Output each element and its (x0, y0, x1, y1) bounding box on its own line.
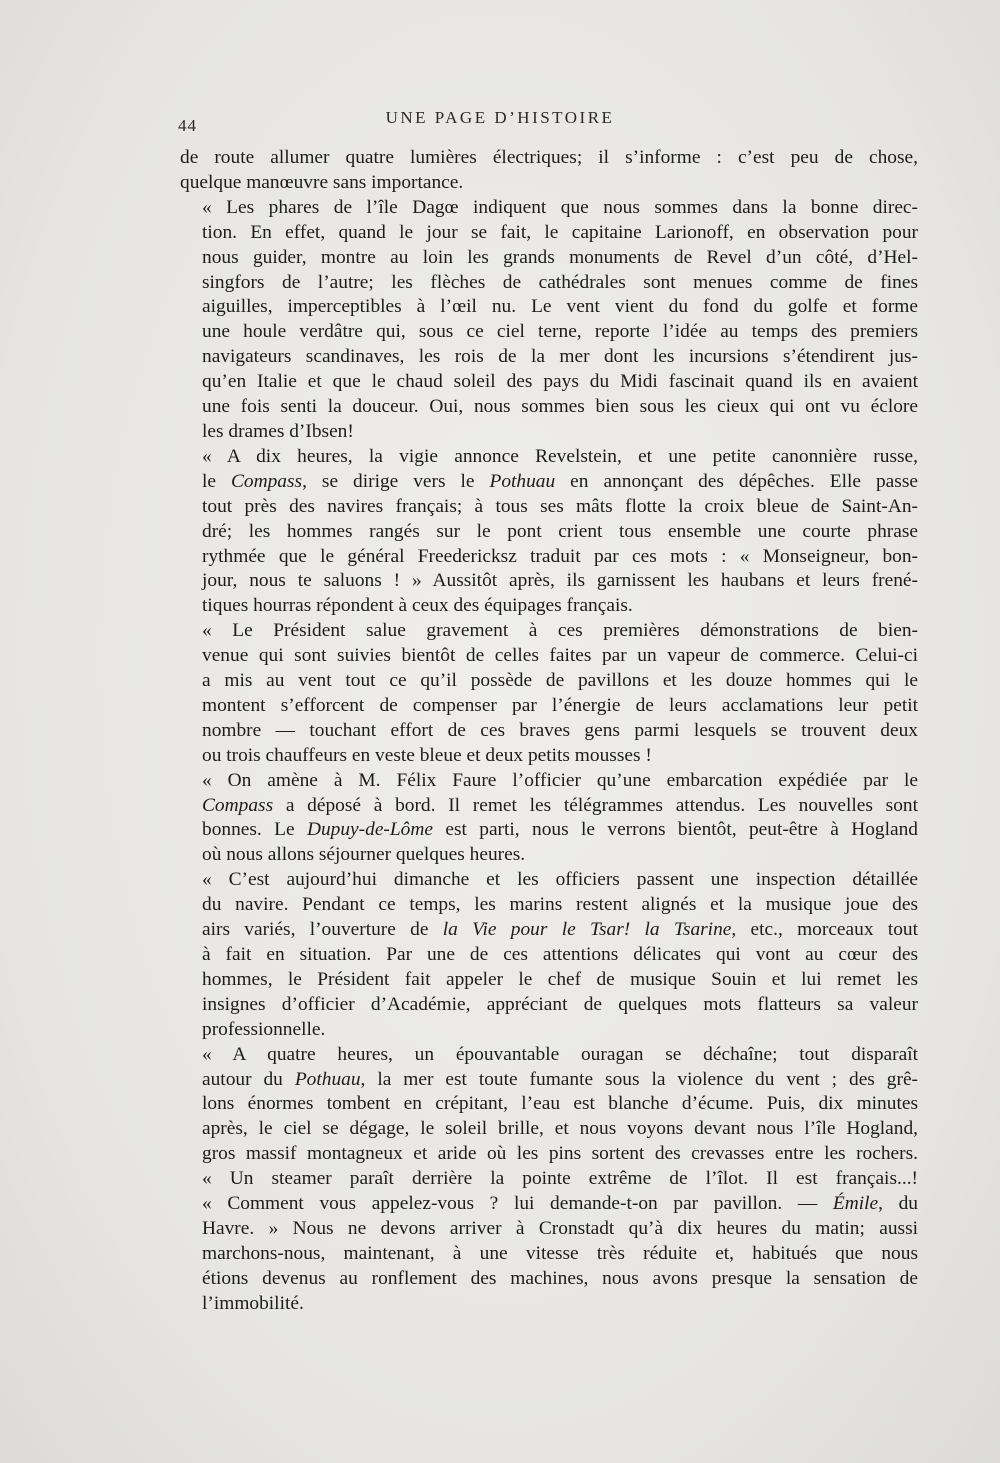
text-line: nous guider, montre au loin les grands monuments de Revel d’un côté, d’Hel- (202, 246, 918, 268)
text-line: gros massif montagneux et aride où les pins sortent des crevasses entre les rochers. (202, 1143, 918, 1165)
text-line: « A quatre heures, un épouvantable ouragan se déchaîne; tout disparaît (202, 1043, 918, 1065)
body-text (180, 146, 918, 1317)
text-line: du navire. Pendant ce temps, les marins restent alignés et la musique joue des (202, 894, 918, 916)
text-line: une fois senti la douceur. Oui, nous sommes bien sous les cieux qui ont vu éclore (202, 396, 918, 418)
text-line: une houle verdâtre qui, sous ce ciel terne, reporte l’idée au temps des premiers (202, 321, 918, 343)
text-line: tion. En effet, quand le jour se fait, le capitaine Larionoff, en observation pour (202, 221, 918, 243)
text-line: navigateurs scandinaves, les rois de la mer dont les incursions s’étendirent jus- (202, 346, 918, 368)
running-title: UNE PAGE D’HISTOIRE (385, 108, 615, 127)
paragraph-5 (180, 769, 918, 869)
text-line: Compass a déposé à bord. Il remet les télégrammes attendus. Les nouvelles sont (202, 794, 918, 816)
text-line: qu’en Italie et que le chaud soleil des pays du Midi fascinait quand ils en avaient (202, 371, 918, 393)
text-line: montent s’efforcent de compenser par l’énergie de leurs acclamations leur petit (202, 694, 918, 716)
running-head (0, 104, 1000, 138)
paragraph-4 (180, 619, 918, 768)
text-line: le Compass, se dirige vers le Pothuau en annonçant des dépêches. Elle passe (202, 470, 918, 492)
text-line: « Un steamer paraît derrière la pointe extrême de l’îlot. Il est français...! (202, 1168, 918, 1190)
text-line: de route allumer quatre lumières électriques; il s’informe : c’est peu de chose, (180, 147, 918, 168)
text-line: étions devenus au ronflement des machines, nous avons presque la sensation de (202, 1267, 918, 1289)
text-line: insignes d’officier d’Académie, appréciant de quelques mots flatteurs sa valeur (202, 993, 918, 1015)
text-line: « Comment vous appelez-vous ? lui demande-t-on par pavillon. — Émile, du (202, 1193, 918, 1215)
text-line: « A dix heures, la vigie annonce Revelstein, et une petite canonnière russe, (202, 445, 918, 467)
text-line: professionnelle. (202, 1018, 326, 1040)
paragraph-3 (180, 445, 918, 619)
text-line: aiguilles, imperceptibles à l’œil nu. Le vent vient du fond du golfe et forme (202, 296, 918, 318)
text-line: hommes, le Président fait appeler le chef de musique Souin et lui remet les (202, 968, 918, 990)
text-line: quelque manœuvre sans importance. (180, 171, 464, 193)
page-number: 44 (178, 116, 197, 135)
paragraph-2 (180, 196, 918, 445)
text-line: lons énormes tombent en crépitant, l’eau est blanche d’écume. Puis, dix minutes (202, 1093, 918, 1115)
text-line: dré; les hommes rangés sur le pont crient tous ensemble une courte phrase (202, 520, 918, 542)
paragraph-7 (180, 1043, 918, 1168)
text-line: nombre — touchant effort de ces braves gens parmi lesquels se trouvent deux (202, 719, 918, 741)
text-line: ou trois chauffeurs en veste bleue et deux petits mousses ! (202, 744, 652, 766)
text-line: singfors de l’autre; les flèches de cathédrales sont menues comme de fines (202, 271, 918, 293)
text-line: l’immobilité. (202, 1292, 304, 1314)
text-line: bonnes. Le Dupuy-de-Lôme est parti, nous le verrons bientôt, peut-être à Hogland (202, 819, 918, 841)
text-line: Havre. » Nous ne devons arriver à Cronstadt qu’à dix heures du matin; aussi (202, 1217, 918, 1239)
text-line: « Les phares de l’île Dagœ indiquent que nous sommes dans la bonne direc- (202, 196, 918, 218)
text-line: tiques hourras répondent à ceux des équipages français. (202, 595, 633, 617)
text-line: après, le ciel se dégage, le soleil brille, et nous voyons devant nous l’île Hogland, (202, 1118, 918, 1140)
text-line: a mis au vent tout ce qu’il possède de pavillons et les douze hommes qui le (202, 670, 918, 692)
text-line: « Le Président salue gravement à ces premières démonstrations de bien- (202, 620, 918, 642)
text-line: jour, nous te saluons ! » Aussitôt après, ils garnissent les haubans et leurs frené- (202, 570, 918, 592)
text-line: rythmée que le général Freedericksz traduit par ces mots : « Monseigneur, bon- (202, 545, 918, 567)
paragraph-6 (180, 868, 918, 1042)
paragraph-8 (180, 1167, 918, 1316)
text-line: les drames d’Ibsen! (202, 420, 354, 442)
text-line: autour du Pothuau, la mer est toute fumante sous la violence du vent ; des grê- (202, 1068, 919, 1090)
text-line: « C’est aujourd’hui dimanche et les officiers passent une inspection détaillée (202, 869, 918, 891)
paragraph-1 (180, 146, 918, 196)
text-line: où nous allons séjourner quelques heures. (202, 844, 526, 866)
text-line: marchons-nous, maintenant, à une vitesse très réduite et, habitués que nous (202, 1242, 918, 1264)
text-line: airs variés, l’ouverture de la Vie pour le Tsar! la Tsarine, etc., morceaux tout (202, 919, 918, 941)
text-line: « On amène à M. Félix Faure l’officier qu’une embarcation expédiée par le (202, 769, 918, 791)
text-line: à fait en situation. Par une de ces attentions délicates qui vont au cœur des (202, 944, 918, 965)
text-line: venue qui sont suivies bientôt de celles faites par un vapeur de commerce. Celui-ci (202, 645, 918, 667)
text-line: tout près des navires français; à tous ses mâts flotte la croix bleue de Saint-An- (202, 495, 918, 517)
